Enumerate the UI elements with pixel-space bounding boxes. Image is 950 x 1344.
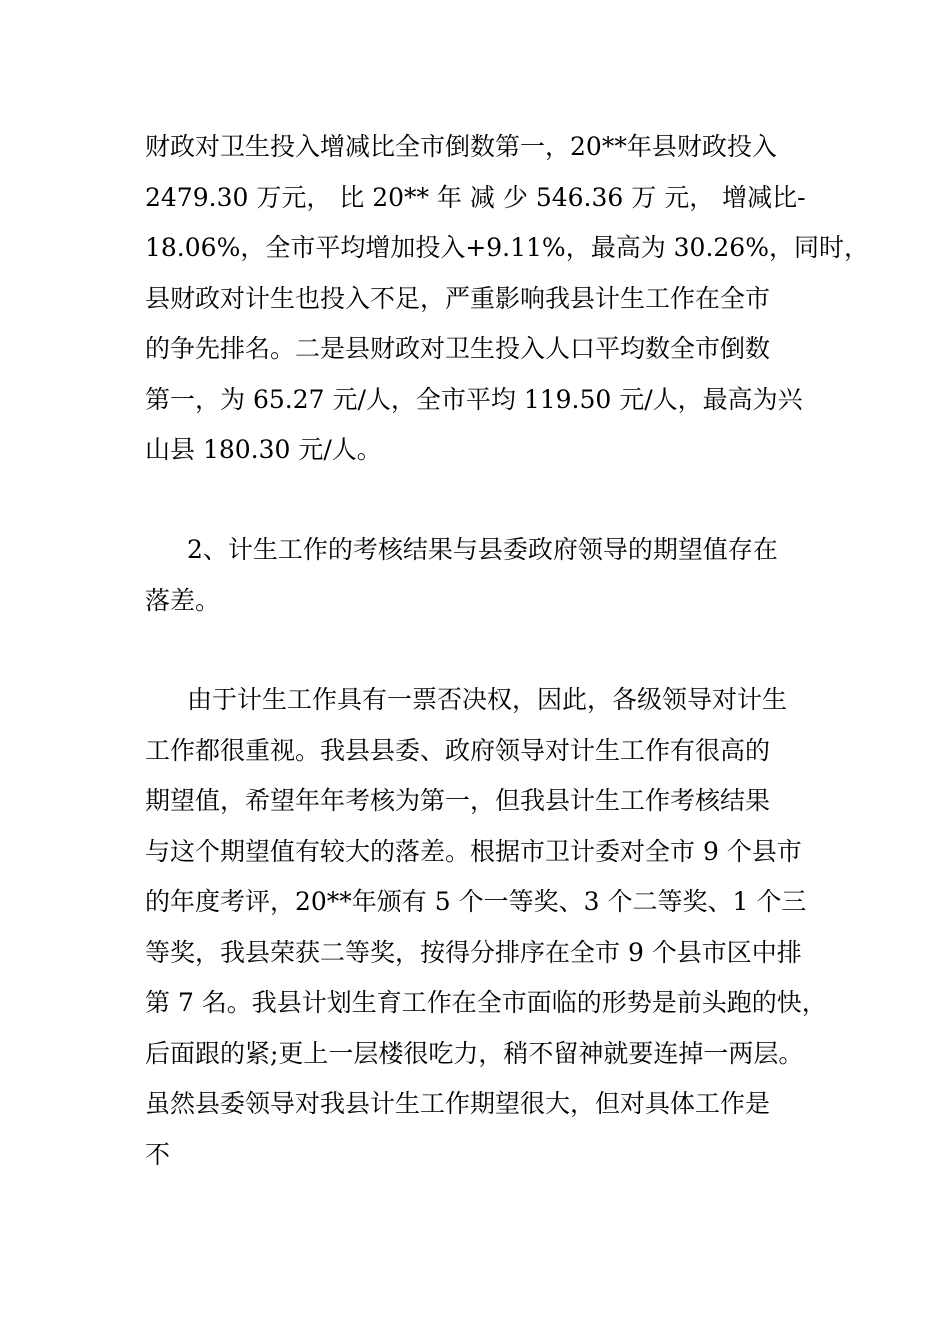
text-line: 18.06%，全市平均增加投入+9.11%，最高为 30.26%，同时， bbox=[145, 233, 869, 262]
text-line: 等奖，我县荣获二等奖，按得分排序在全市 9 个县市区中排 bbox=[145, 937, 802, 967]
text-line: 期望值，希望年年考核为第一，但我县计生工作考核结果 bbox=[145, 786, 771, 815]
text-line: 第 7 名。我县计划生育工作在全市面临的形势是前头跑的快， bbox=[145, 988, 827, 1017]
text-line: 的年度考评，20**年颁有 5 个一等奖、3 个二等奖、1 个三 bbox=[145, 887, 807, 916]
text-line: 第一，为 65.27 元/人，全市平均 119.50 元/人，最高为兴 bbox=[145, 384, 803, 414]
text-line: 2479.30 万元， 比 20** 年 减 少 546.36 万 元， 增减比- bbox=[145, 182, 806, 212]
text-line: 山县 180.30 元/人。 bbox=[145, 435, 382, 464]
text-line: 财政对卫生投入增减比全市倒数第一，20**年县财政投入 bbox=[145, 132, 777, 161]
text-line: 的争先排名。二是县财政对卫生投入人口平均数全市倒数 bbox=[145, 334, 771, 363]
text-line: 虽然县委领导对我县计生工作期望很大，但对具体工作是 bbox=[145, 1089, 771, 1118]
text-line: 后面跟的紧;更上一层楼很吃力，稍不留神就要连掉一两层。 bbox=[145, 1038, 804, 1068]
paragraph-finance-investment bbox=[145, 122, 869, 476]
text-line: 落差。 bbox=[145, 585, 221, 615]
text-line: 2、计生工作的考核结果与县委政府领导的期望值存在 bbox=[187, 535, 778, 564]
text-line: 不 bbox=[145, 1139, 171, 1169]
text-line: 由于计生工作具有一票否决权，因此，各级领导对计生 bbox=[187, 685, 788, 714]
text-line: 与这个期望值有较大的落差。根据市卫计委对全市 9 个县市 bbox=[145, 836, 802, 866]
paragraph-assessment-details bbox=[145, 675, 835, 1180]
text-line: 县财政对计生也投入不足，严重影响我县计生工作在全市 bbox=[145, 283, 771, 313]
section-heading-assessment-gap bbox=[145, 525, 835, 626]
text-line: 工作都很重视。我县县委、政府领导对计生工作有很高的 bbox=[145, 735, 771, 765]
